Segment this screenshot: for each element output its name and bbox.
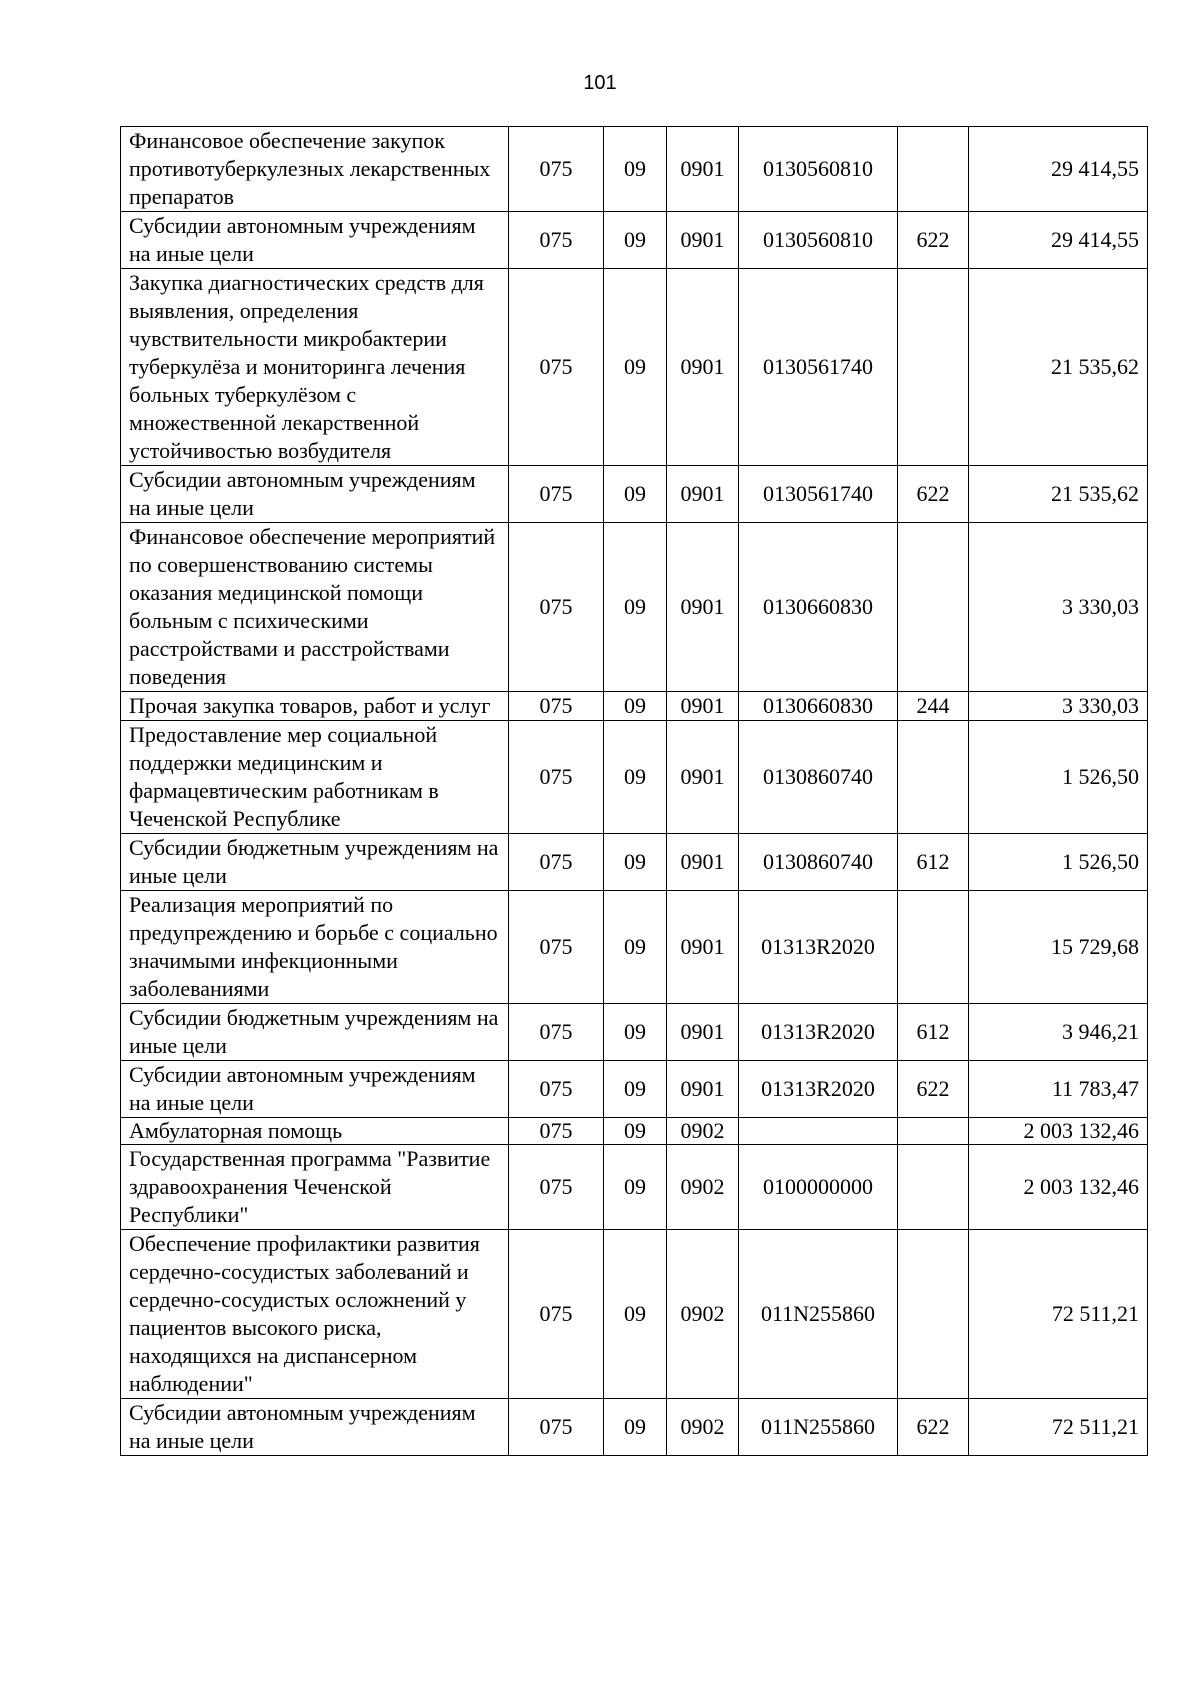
row-rz-cell: 09 — [604, 523, 667, 692]
page-number: 101 — [583, 72, 617, 94]
table-row — [121, 721, 1148, 834]
row-sum-cell: 21 535,62 — [969, 466, 1148, 523]
row-vr-cell — [898, 891, 969, 1004]
row-pr-cell: 0901 — [667, 127, 739, 212]
row-sum-cell: 72 511,21 — [969, 1399, 1148, 1456]
row-rz-cell: 09 — [604, 1399, 667, 1456]
row-rz-cell: 09 — [604, 1004, 667, 1061]
row-vr-cell: 622 — [898, 212, 969, 269]
row-vr-cell — [898, 269, 969, 466]
row-rz-cell: 09 — [604, 891, 667, 1004]
row-sum-cell: 1 526,50 — [969, 721, 1148, 834]
budget-table-body — [121, 127, 1148, 1456]
row-name-cell: Предоставление мер социальной поддержки медицинским и фармацевтическим работникам в Чеченской Республике — [121, 721, 509, 834]
row-rz-cell: 09 — [604, 127, 667, 212]
row-pr-cell: 0901 — [667, 212, 739, 269]
row-name-cell: Субсидии автономным учреждениям на иные цели — [121, 212, 509, 269]
row-ved-cell: 075 — [509, 834, 604, 891]
row-pr-cell: 0902 — [667, 1145, 739, 1230]
row-name-cell: Закупка диагностических средств для выявления, определения чувствительности микробактерии туберкулёза и мониторинга лечения больных туберкулёзом с множественной лекарственной устойчивостью возбудителя — [121, 269, 509, 466]
row-ved-cell: 075 — [509, 466, 604, 523]
row-name-cell: Обеспечение профилактики развития сердечно-сосудистых заболеваний и сердечно-сосудистых осложнений у пациентов высокого риска, находящихся на диспансерном наблюдении" — [121, 1230, 509, 1399]
row-rz-cell: 09 — [604, 1230, 667, 1399]
row-sum-cell: 2 003 132,46 — [969, 1118, 1148, 1145]
row-csr-cell: 01313R2020 — [739, 1004, 898, 1061]
row-vr-cell: 612 — [898, 1004, 969, 1061]
row-vr-cell — [898, 1230, 969, 1399]
budget-table — [120, 126, 1148, 1456]
row-vr-cell: 622 — [898, 1061, 969, 1118]
row-ved-cell: 075 — [509, 127, 604, 212]
table-row — [121, 834, 1148, 891]
row-pr-cell: 0901 — [667, 1004, 739, 1061]
row-rz-cell: 09 — [604, 269, 667, 466]
row-sum-cell: 1 526,50 — [969, 834, 1148, 891]
row-ved-cell: 075 — [509, 692, 604, 721]
row-rz-cell: 09 — [604, 721, 667, 834]
row-csr-cell: 0130561740 — [739, 466, 898, 523]
table-row — [121, 1145, 1148, 1230]
table-row — [121, 692, 1148, 721]
row-csr-cell: 011N255860 — [739, 1230, 898, 1399]
row-ved-cell: 075 — [509, 523, 604, 692]
row-ved-cell: 075 — [509, 1399, 604, 1456]
table-row — [121, 1118, 1148, 1145]
table-row — [121, 127, 1148, 212]
row-pr-cell: 0901 — [667, 523, 739, 692]
row-rz-cell: 09 — [604, 466, 667, 523]
row-ved-cell: 075 — [509, 212, 604, 269]
row-csr-cell: 0130560810 — [739, 212, 898, 269]
table-row — [121, 1061, 1148, 1118]
row-rz-cell: 09 — [604, 692, 667, 721]
row-name-cell: Амбулаторная помощь — [121, 1118, 509, 1145]
row-name-cell: Субсидии автономным учреждениям на иные цели — [121, 1399, 509, 1456]
row-pr-cell: 0901 — [667, 692, 739, 721]
row-rz-cell: 09 — [604, 834, 667, 891]
row-vr-cell: 244 — [898, 692, 969, 721]
row-csr-cell: 0130561740 — [739, 269, 898, 466]
row-sum-cell: 3 330,03 — [969, 523, 1148, 692]
row-csr-cell: 01313R2020 — [739, 1061, 898, 1118]
row-vr-cell — [898, 1145, 969, 1230]
table-row — [121, 891, 1148, 1004]
row-sum-cell: 11 783,47 — [969, 1061, 1148, 1118]
row-name-cell: Субсидии бюджетным учреждениям на иные цели — [121, 834, 509, 891]
row-pr-cell: 0901 — [667, 834, 739, 891]
row-vr-cell: 622 — [898, 1399, 969, 1456]
row-ved-cell: 075 — [509, 1061, 604, 1118]
row-pr-cell: 0901 — [667, 1061, 739, 1118]
row-ved-cell: 075 — [509, 1145, 604, 1230]
row-ved-cell: 075 — [509, 1004, 604, 1061]
table-row — [121, 523, 1148, 692]
row-rz-cell: 09 — [604, 1145, 667, 1230]
row-sum-cell: 3 330,03 — [969, 692, 1148, 721]
row-ved-cell: 075 — [509, 891, 604, 1004]
row-sum-cell: 21 535,62 — [969, 269, 1148, 466]
row-name-cell: Субсидии бюджетным учреждениям на иные цели — [121, 1004, 509, 1061]
row-sum-cell: 2 003 132,46 — [969, 1145, 1148, 1230]
row-csr-cell: 0130860740 — [739, 834, 898, 891]
row-name-cell: Реализация мероприятий по предупреждению и борьбе с социально значимыми инфекционными заболеваниями — [121, 891, 509, 1004]
row-name-cell: Субсидии автономным учреждениям на иные цели — [121, 466, 509, 523]
row-pr-cell: 0901 — [667, 891, 739, 1004]
row-name-cell: Субсидии автономным учреждениям на иные цели — [121, 1061, 509, 1118]
row-vr-cell: 622 — [898, 466, 969, 523]
row-sum-cell: 29 414,55 — [969, 212, 1148, 269]
row-ved-cell: 075 — [509, 269, 604, 466]
row-csr-cell — [739, 1118, 898, 1145]
row-pr-cell: 0902 — [667, 1399, 739, 1456]
row-rz-cell: 09 — [604, 1118, 667, 1145]
row-pr-cell: 0901 — [667, 269, 739, 466]
row-sum-cell: 29 414,55 — [969, 127, 1148, 212]
row-name-cell: Прочая закупка товаров, работ и услуг — [121, 692, 509, 721]
row-ved-cell: 075 — [509, 1118, 604, 1145]
table-row — [121, 269, 1148, 466]
row-rz-cell: 09 — [604, 212, 667, 269]
table-row — [121, 1004, 1148, 1061]
row-csr-cell: 0100000000 — [739, 1145, 898, 1230]
row-pr-cell: 0902 — [667, 1118, 739, 1145]
row-sum-cell: 3 946,21 — [969, 1004, 1148, 1061]
row-sum-cell: 72 511,21 — [969, 1230, 1148, 1399]
row-vr-cell — [898, 721, 969, 834]
row-vr-cell: 612 — [898, 834, 969, 891]
row-csr-cell: 0130660830 — [739, 692, 898, 721]
row-csr-cell: 011N255860 — [739, 1399, 898, 1456]
row-vr-cell — [898, 127, 969, 212]
row-vr-cell — [898, 1118, 969, 1145]
table-row — [121, 1399, 1148, 1456]
table-row — [121, 212, 1148, 269]
row-ved-cell: 075 — [509, 1230, 604, 1399]
row-csr-cell: 0130860740 — [739, 721, 898, 834]
row-rz-cell: 09 — [604, 1061, 667, 1118]
row-pr-cell: 0902 — [667, 1230, 739, 1399]
row-name-cell: Финансовое обеспечение закупок противотуберкулезных лекарственных препаратов — [121, 127, 509, 212]
row-vr-cell — [898, 523, 969, 692]
table-row — [121, 466, 1148, 523]
row-name-cell: Финансовое обеспечение мероприятий по совершенствованию системы оказания медицинской помощи больным с психическими расстройствами и расстройствами поведения — [121, 523, 509, 692]
row-csr-cell: 0130560810 — [739, 127, 898, 212]
row-ved-cell: 075 — [509, 721, 604, 834]
row-pr-cell: 0901 — [667, 721, 739, 834]
table-row — [121, 1230, 1148, 1399]
row-name-cell: Государственная программа "Развитие здравоохранения Чеченской Республики" — [121, 1145, 509, 1230]
row-pr-cell: 0901 — [667, 466, 739, 523]
row-sum-cell: 15 729,68 — [969, 891, 1148, 1004]
row-csr-cell: 0130660830 — [739, 523, 898, 692]
row-csr-cell: 01313R2020 — [739, 891, 898, 1004]
